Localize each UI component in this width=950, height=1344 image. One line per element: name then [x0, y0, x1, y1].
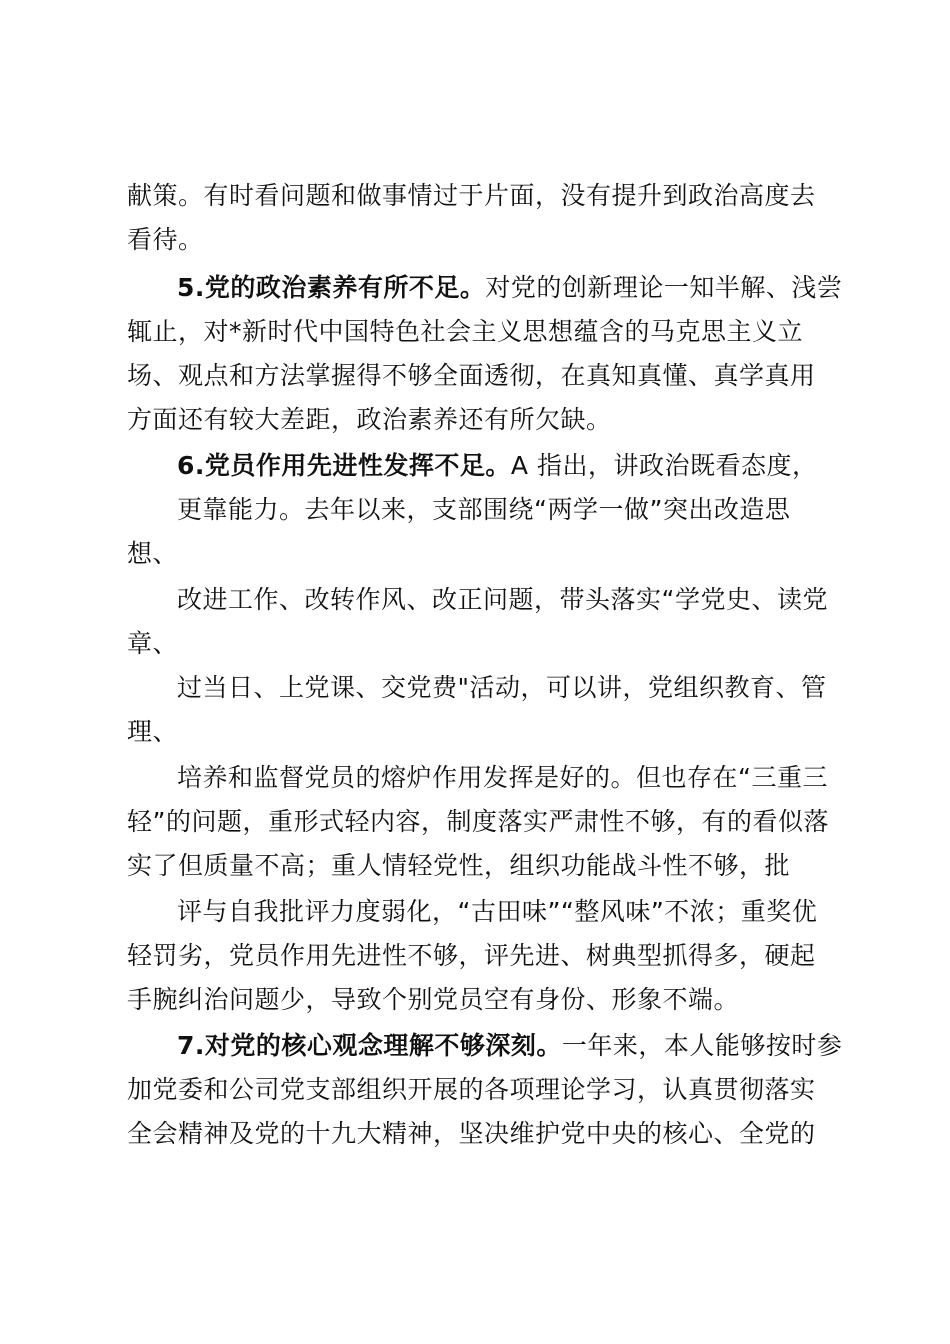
text-line-18: 轻罚劣，党员作用先进性不够，评先进、树典型抓得多，硬起: [127, 941, 816, 970]
text-line-9: 想、: [127, 539, 179, 568]
text-line-1: 献策。有时看问题和做事情过于片面，没有提升到政治高度去: [127, 181, 816, 210]
heading-7-title: 7.对党的核心观念理解不够深刻。: [177, 1031, 562, 1060]
text-line-15: 轻”的问题，重形式轻内容，制度落实严肃性不够，有的看似落: [127, 807, 829, 836]
text-line-11: 章、: [127, 629, 179, 658]
heading-6-title: 6.党员作用先进性发挥不足。: [177, 451, 511, 480]
text-line-4: 辄止，对*新时代中国特色社会主义思想蕴含的马克思主义立: [127, 317, 804, 346]
text-line-10: 改进工作、改转作风、改正问题，带头落实“学党史、读党: [177, 585, 828, 614]
text-line-14: 培养和监督党员的熔炉作用发挥是好的。但也存在“三重三: [177, 763, 828, 792]
heading-5-title: 5.党的政治素养有所不足。: [177, 273, 486, 302]
heading-5: 5.党的政治素养有所不足。对党的创新理论一知半解、浅尝: [177, 273, 843, 302]
heading-7: 7.对党的核心观念理解不够深刻。一年来，本人能够按时参: [177, 1031, 843, 1060]
text-line-22: 全会精神及党的十九大精神，坚决维护党中央的核心、全党的: [127, 1119, 816, 1148]
text-line-6: 方面还有较大差距，政治素养还有所欠缺。: [127, 405, 612, 434]
text-line-13: 理、: [127, 717, 179, 746]
text-line-2: 看待。: [127, 225, 204, 254]
text-line-19: 手腕纠治问题少，导致个别党员空有身份、形象不端。: [127, 985, 740, 1014]
text-line-5: 场、观点和方法掌握得不够全面透彻，在真知真懂、真学真用: [127, 361, 816, 390]
text-line-21: 加党委和公司党支部组织开展的各项理论学习，认真贯彻落实: [127, 1075, 816, 1104]
text-line-12: 过当日、上党课、交党费"活动，可以讲，党组织教育、管: [177, 673, 827, 702]
text-line-16: 实了但质量不高；重人情轻党性，组织功能战斗性不够，批: [127, 851, 791, 880]
text-line-8: 更靠能力。去年以来，支部围绕“两学一做”突出改造思: [177, 495, 791, 524]
text-line-17: 评与自我批评力度弱化，“古田味”“整风味”不浓；重奖优: [177, 897, 818, 926]
heading-6: 6.党员作用先进性发挥不足。A 指出，讲政治既看态度，: [177, 451, 818, 480]
